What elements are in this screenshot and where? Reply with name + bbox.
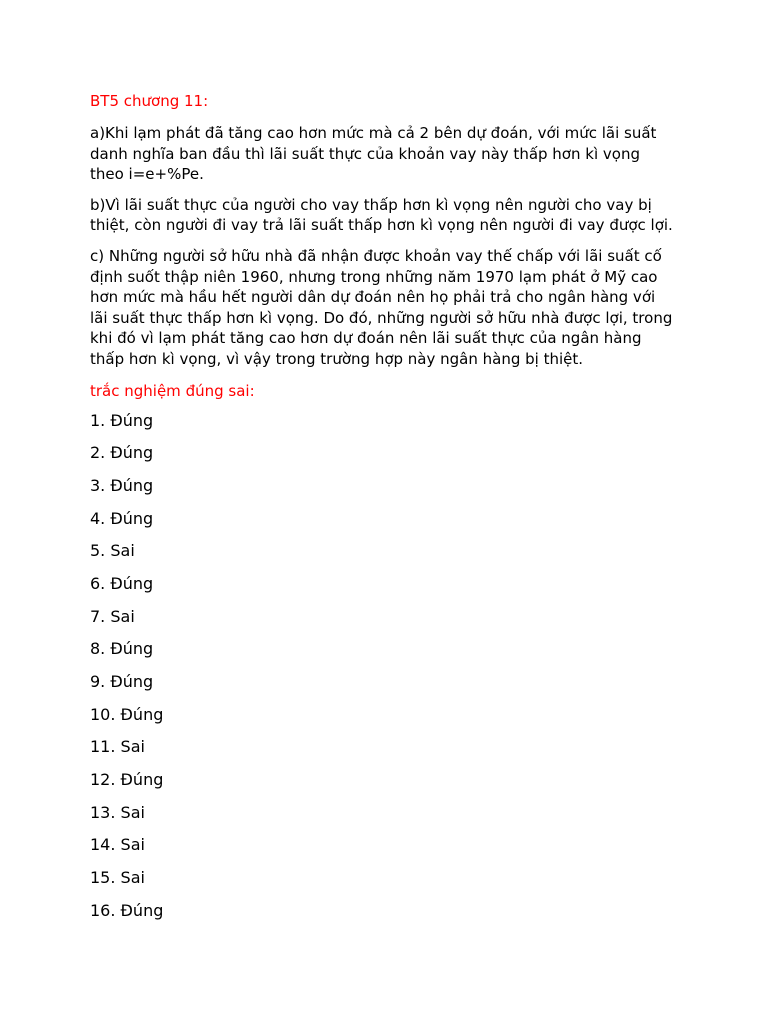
- answer-item: 5. Sai: [90, 541, 135, 561]
- answer-item: 15. Sai: [90, 868, 145, 888]
- paragraph-a: a)Khi lạm phát đã tăng cao hơn mức mà cả 2 bên dự đoán, với mức lãi suất danh nghĩa ban đầu thì lãi suất thực của khoản vay này thấp hơn kì vọng theo i=e+%Pe.: [90, 124, 657, 184]
- answer-item: 6. Đúng: [90, 573, 154, 593]
- answer-item: 12. Đúng: [90, 770, 164, 790]
- answer-item: 14. Sai: [90, 835, 145, 855]
- answer-item: 7. Sai: [90, 606, 135, 626]
- answer-item: 10. Đúng: [90, 704, 164, 724]
- answer-item: 2. Đúng: [90, 443, 154, 463]
- answer-item: 4. Đúng: [90, 508, 154, 528]
- quiz-title: trắc nghiệm đúng sai:: [90, 381, 255, 400]
- exercise-title: BT5 chương 11:: [90, 92, 209, 110]
- answer-item: 9. Đúng: [90, 672, 154, 692]
- answer-item: 8. Đúng: [90, 639, 154, 659]
- answer-item: 3. Đúng: [90, 475, 154, 495]
- answer-item: 1. Đúng: [90, 410, 154, 430]
- answer-list: [90, 411, 688, 921]
- paragraph-b: b)Vì lãi suất thực của người cho vay thấp hơn kì vọng nên người cho vay bị thiệt, còn người đi vay trả lãi suất thấp hơn kì vọng nên người đi vay được lợi.: [90, 195, 673, 235]
- paragraph-c: c) Những người sở hữu nhà đã nhận được khoản vay thế chấp với lãi suất cố định suốt thập niên 1960, nhưng trong những năm 1970 lạm phát ở Mỹ cao hơn mức mà hầu hết người dân dự đoán nên họ phải trả cho ngân hàng với lãi suất thực thấp hơn kì vọng. Do đó, những người sở hữu nhà được lợi, trong khi đó vì lạm phát tăng cao hơn dự đoán nên lãi suất thực của ngân hàng thấp hơn kì vọng, vì vậy trong trường hợp này ngân hàng bị thiệt.: [90, 246, 673, 368]
- answer-item: 16. Đúng: [90, 900, 164, 920]
- answer-item: 11. Sai: [90, 737, 145, 757]
- answer-item: 13. Sai: [90, 802, 145, 822]
